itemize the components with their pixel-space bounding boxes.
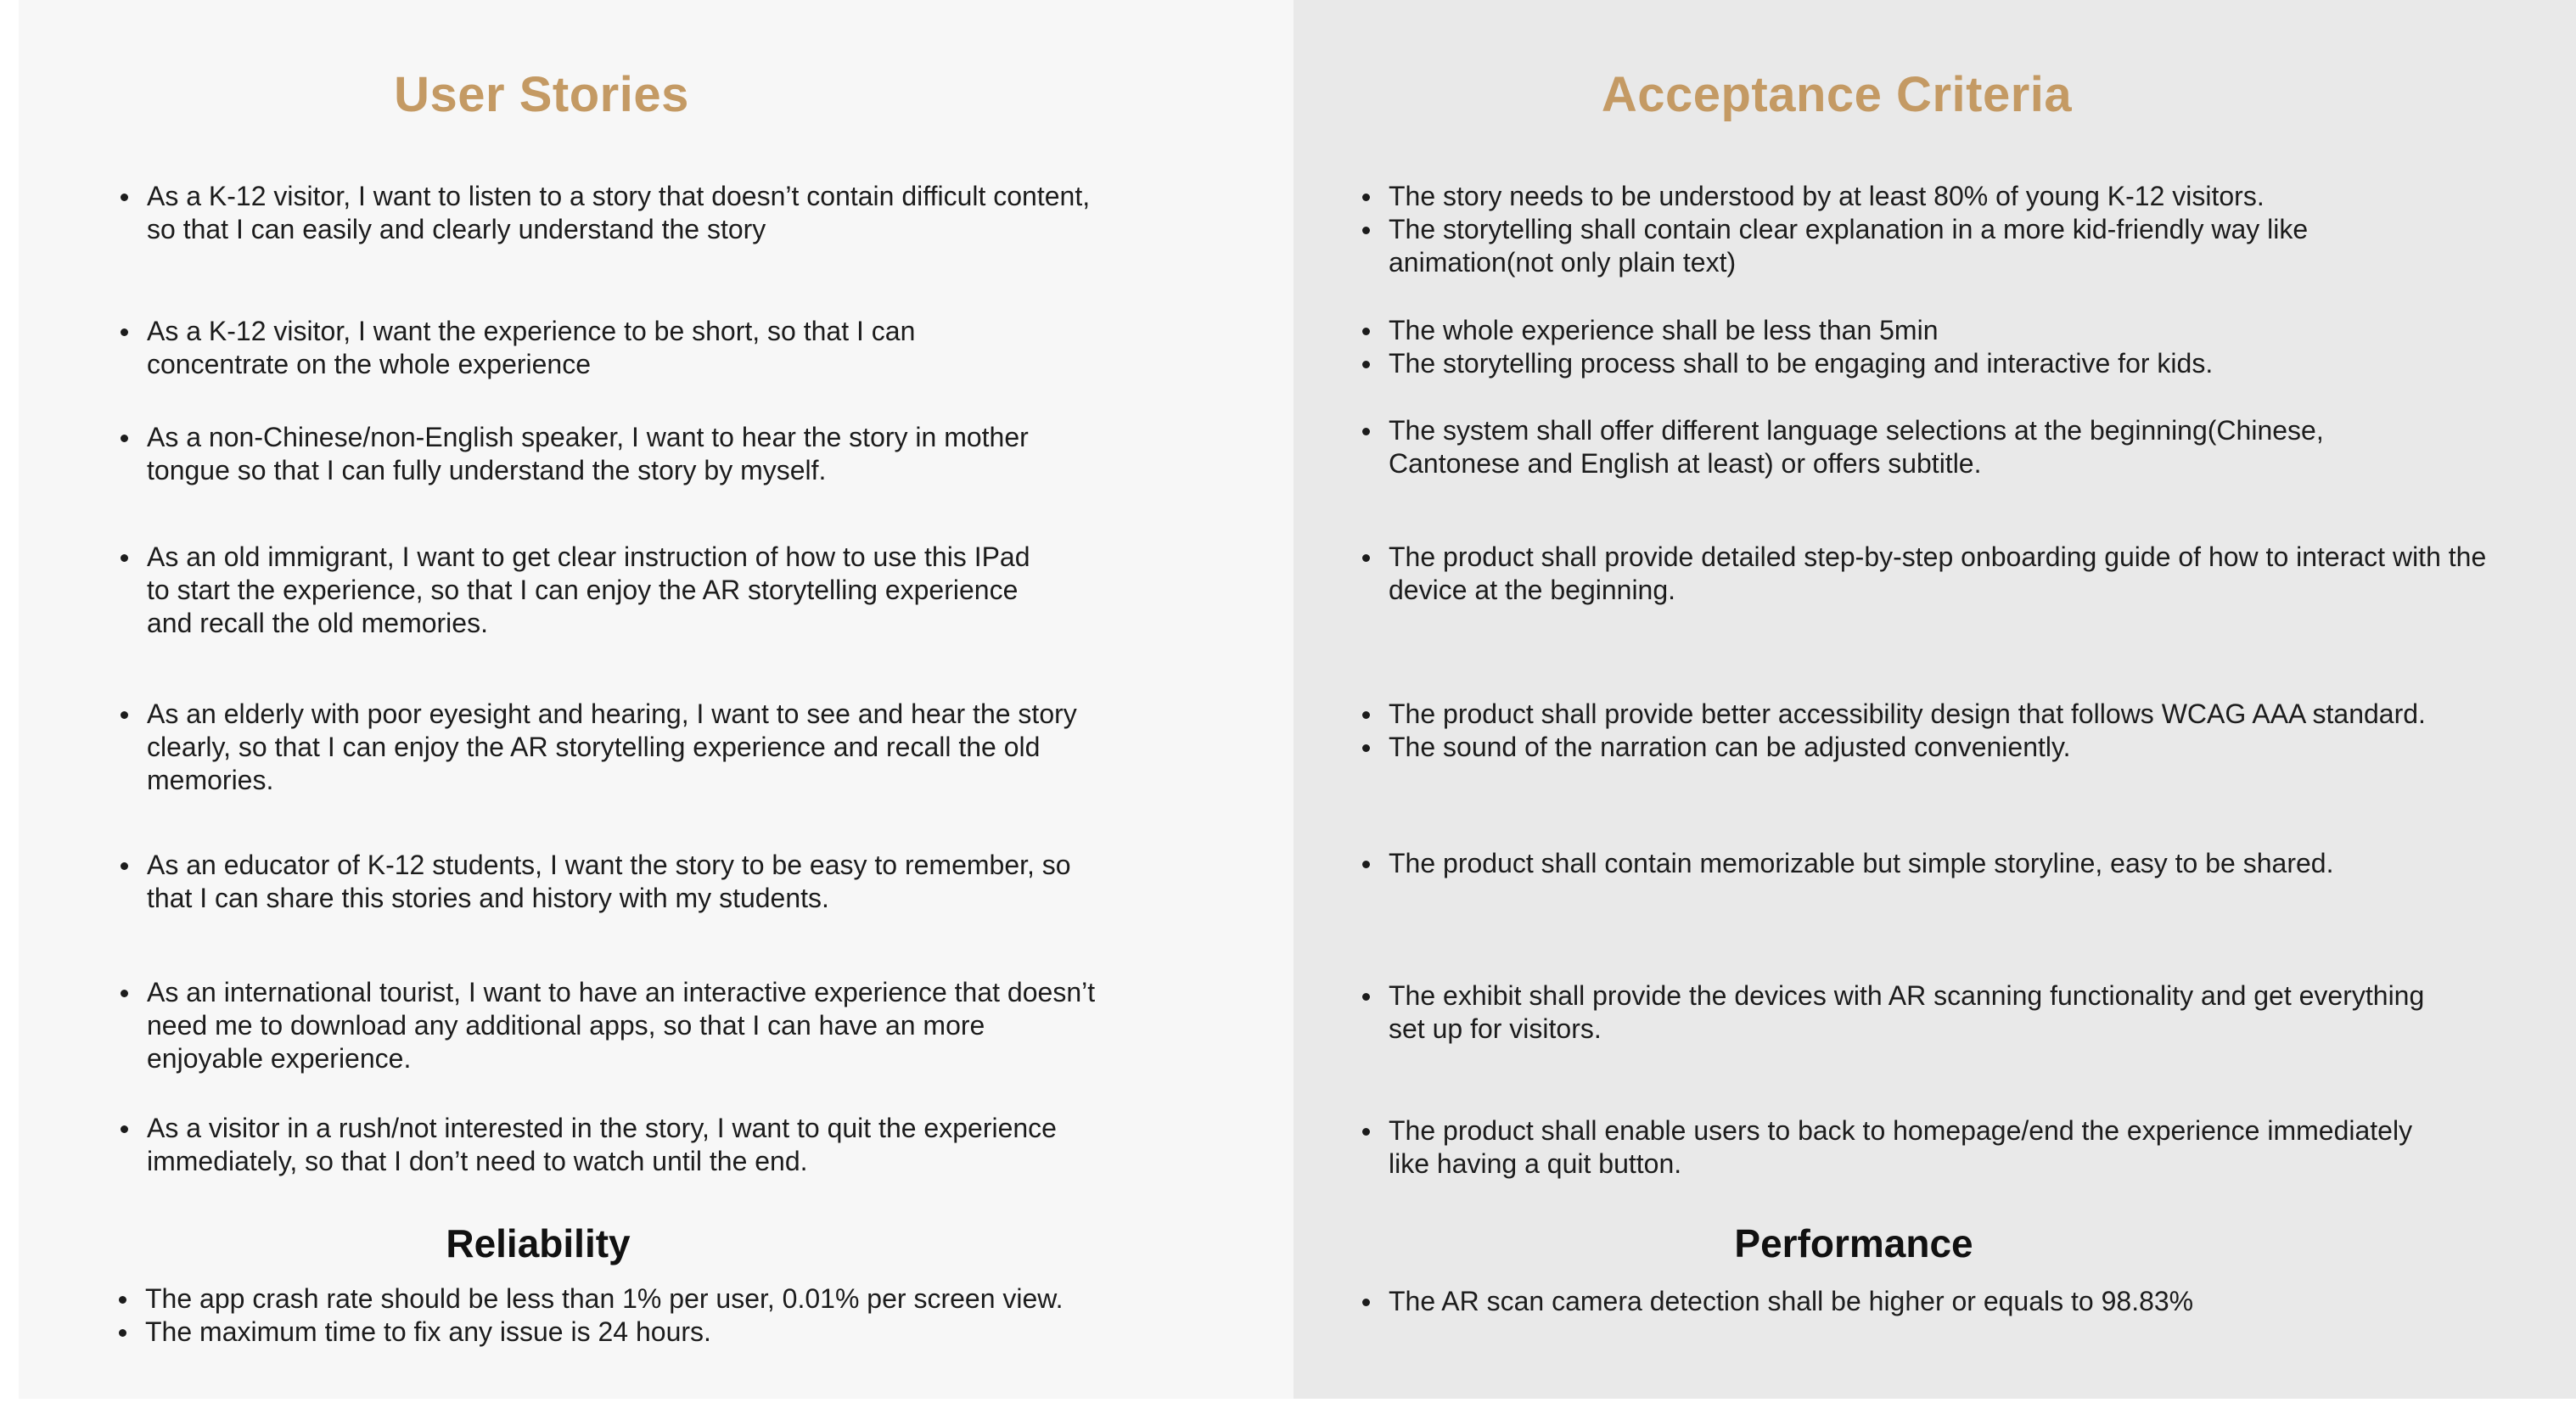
criteria-list-3: [1389, 414, 2458, 480]
criteria-item: The system shall offer different language selections at the beginning(Chinese, Cantonese and English at least) or offers subtitle.: [1389, 414, 2458, 480]
criteria-list-2: [1389, 314, 2458, 380]
reliability-item: The maximum time to fix any issue is 24 hours.: [145, 1316, 1249, 1349]
user-story-list-8: [147, 1112, 1064, 1178]
criteria-item: The story needs to be understood by at least 80% of young K-12 visitors.: [1389, 180, 2458, 213]
criteria-item: The storytelling process shall to be engaging and interactive for kids.: [1389, 347, 2458, 380]
criteria-list-6: [1389, 847, 2492, 880]
user-story-item: As an educator of K-12 students, I want the story to be easy to remember, so that I can share this stories and history with my students.: [147, 849, 1097, 915]
criteria-item: The whole experience shall be less than 5min: [1389, 314, 2458, 347]
criteria-list-8: [1389, 1114, 2458, 1181]
criteria-item: The product shall contain memorizable but simple storyline, easy to be shared.: [1389, 847, 2492, 880]
criteria-item: The storytelling shall contain clear explanation in a more kid-friendly way like animation(not only plain text): [1389, 213, 2458, 279]
user-story-list-6: [147, 849, 1097, 915]
reliability-item: The app crash rate should be less than 1% per user, 0.01% per screen view.: [145, 1282, 1249, 1316]
criteria-list-1: [1389, 180, 2458, 279]
user-story-item: As a visitor in a rush/not interested in the story, I want to quit the experience immediately, so that I don’t need to watch until the end.: [147, 1112, 1064, 1178]
criteria-item: The product shall provide better accessibility design that follows WCAG AAA standard.: [1389, 698, 2458, 731]
acceptance-criteria-heading: Acceptance Criteria: [1601, 67, 2073, 122]
user-story-list-7: [147, 976, 1106, 1075]
reliability-list: [145, 1282, 1249, 1349]
user-story-item: As a non-Chinese/non-English speaker, I want to hear the story in mother tongue so that I can fully understand the story by myself.: [147, 421, 1047, 487]
user-story-list-3: [147, 421, 1047, 487]
reliability-heading: Reliability: [446, 1221, 631, 1265]
user-story-item: As an international tourist, I want to have an interactive experience that doesn’t need me to download any additional apps, so that I can have an more enjoyable experience.: [147, 976, 1106, 1075]
performance-list: [1389, 1285, 2458, 1318]
user-story-list-5: [147, 698, 1106, 797]
user-story-item: As a K-12 visitor, I want to listen to a story that doesn’t contain difficult content, so that I can easily and clearly understand the story: [147, 180, 1097, 246]
user-story-list-1: [147, 180, 1097, 246]
user-story-item: As a K-12 visitor, I want the experience to be short, so that I can concentrate on the whole experience: [147, 315, 1013, 381]
user-stories-heading: User Stories: [394, 67, 689, 122]
criteria-item: The sound of the narration can be adjusted conveniently.: [1389, 731, 2458, 764]
criteria-list-5: [1389, 698, 2458, 764]
criteria-item: The product shall enable users to back to homepage/end the experience immediately like having a quit button.: [1389, 1114, 2458, 1181]
performance-item: The AR scan camera detection shall be higher or equals to 98.83%: [1389, 1285, 2458, 1318]
user-story-item: As an old immigrant, I want to get clear instruction of how to use this IPad to start the experience, so that I can enjoy the AR storytelling experience and recall the old memories.: [147, 541, 1038, 640]
criteria-list-7: [1389, 979, 2458, 1046]
user-story-list-4: [147, 541, 1038, 640]
criteria-item: The exhibit shall provide the devices with AR scanning functionality and get everything set up for visitors.: [1389, 979, 2458, 1046]
user-story-list-2: [147, 315, 1013, 381]
criteria-list-4: [1389, 541, 2509, 607]
criteria-item: The product shall provide detailed step-by-step onboarding guide of how to interact with the device at the beginning.: [1389, 541, 2509, 607]
user-story-item: As an elderly with poor eyesight and hearing, I want to see and hear the story clearly, so that I can enjoy the AR storytelling experience and recall the old memories.: [147, 698, 1106, 797]
performance-heading: Performance: [1734, 1221, 1973, 1265]
